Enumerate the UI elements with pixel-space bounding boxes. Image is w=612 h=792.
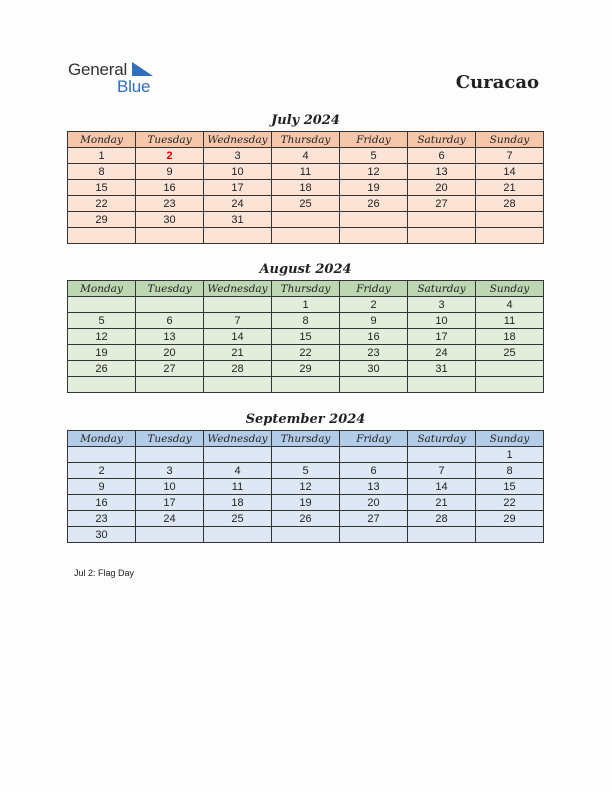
calendar-table: [67, 430, 544, 543]
weekday-header: Saturday: [408, 281, 476, 297]
day-cell: 29: [68, 212, 136, 228]
day-cell: [272, 212, 340, 228]
day-cell: 27: [408, 196, 476, 212]
day-cell: 21: [476, 180, 544, 196]
week-row: [68, 479, 544, 495]
day-cell: 16: [340, 329, 408, 345]
day-cell: 30: [136, 212, 204, 228]
day-cell: [136, 527, 204, 543]
day-cell: [340, 527, 408, 543]
week-row: [68, 313, 544, 329]
day-cell: [340, 377, 408, 393]
logo-triangle-icon: [132, 62, 154, 78]
day-cell: 10: [136, 479, 204, 495]
day-cell: 3: [408, 297, 476, 313]
day-cell: 2: [340, 297, 408, 313]
day-cell: [136, 228, 204, 244]
day-cell: 9: [68, 479, 136, 495]
day-cell: [204, 527, 272, 543]
day-cell: 22: [476, 495, 544, 511]
logo-text-blue: Blue: [117, 77, 151, 96]
weekday-header: Tuesday: [136, 281, 204, 297]
day-cell: 27: [136, 361, 204, 377]
weekday-header: Friday: [340, 431, 408, 447]
day-cell: 30: [68, 527, 136, 543]
week-row: [68, 447, 544, 463]
day-cell: 14: [408, 479, 476, 495]
week-row: [68, 180, 544, 196]
day-cell: 8: [476, 463, 544, 479]
weekday-header: Monday: [68, 281, 136, 297]
weekday-header: Sunday: [476, 132, 544, 148]
day-cell: 19: [340, 180, 408, 196]
day-cell: [68, 228, 136, 244]
day-cell: 3: [136, 463, 204, 479]
day-cell: 31: [204, 212, 272, 228]
day-cell: 21: [408, 495, 476, 511]
day-cell: 22: [68, 196, 136, 212]
day-cell: [408, 228, 476, 244]
day-cell: [476, 228, 544, 244]
calendar-table: [67, 131, 544, 244]
day-cell: 28: [408, 511, 476, 527]
day-cell: [272, 447, 340, 463]
day-cell: [476, 361, 544, 377]
day-cell: 4: [272, 148, 340, 164]
day-cell: [136, 297, 204, 313]
day-cell: 13: [136, 329, 204, 345]
month-title: August 2024: [259, 262, 352, 277]
weekday-header: Tuesday: [136, 132, 204, 148]
day-cell: 26: [340, 196, 408, 212]
weekday-header: Saturday: [408, 132, 476, 148]
weekday-header-row: [68, 431, 544, 447]
weekday-header: Saturday: [408, 431, 476, 447]
day-cell: 29: [476, 511, 544, 527]
day-cell: 19: [272, 495, 340, 511]
day-cell: 18: [204, 495, 272, 511]
day-cell: 18: [272, 180, 340, 196]
day-cell: 2: [68, 463, 136, 479]
day-cell: 17: [136, 495, 204, 511]
day-cell: 3: [204, 148, 272, 164]
day-cell: 1: [476, 447, 544, 463]
day-cell: [204, 377, 272, 393]
month-title: September 2024: [245, 412, 366, 427]
day-cell: 30: [340, 361, 408, 377]
day-cell: [204, 447, 272, 463]
week-row: [68, 329, 544, 345]
day-cell: 17: [204, 180, 272, 196]
day-cell: 5: [68, 313, 136, 329]
day-cell: 5: [340, 148, 408, 164]
day-cell: 12: [340, 164, 408, 180]
week-row: [68, 297, 544, 313]
day-cell: 7: [476, 148, 544, 164]
holiday-notes: Jul 2: Flag Day: [74, 568, 135, 578]
day-cell: 18: [476, 329, 544, 345]
day-cell: 26: [272, 511, 340, 527]
day-cell: 2: [136, 148, 204, 164]
day-cell: 17: [408, 329, 476, 345]
day-cell: 11: [272, 164, 340, 180]
day-cell: 4: [476, 297, 544, 313]
week-row: [68, 228, 544, 244]
weekday-header: Friday: [340, 132, 408, 148]
weekday-header: Thursday: [272, 281, 340, 297]
day-cell: 13: [408, 164, 476, 180]
calendar-table: [67, 280, 544, 393]
day-cell: [272, 377, 340, 393]
day-cell: [340, 447, 408, 463]
week-row: [68, 148, 544, 164]
day-cell: 19: [68, 345, 136, 361]
day-cell: 1: [272, 297, 340, 313]
weekday-header: Sunday: [476, 431, 544, 447]
week-row: [68, 212, 544, 228]
week-row: [68, 361, 544, 377]
weekday-header: Thursday: [272, 431, 340, 447]
day-cell: [340, 228, 408, 244]
day-cell: 16: [68, 495, 136, 511]
day-cell: 9: [136, 164, 204, 180]
week-row: [68, 345, 544, 361]
day-cell: 14: [476, 164, 544, 180]
day-cell: 5: [272, 463, 340, 479]
day-cell: 11: [204, 479, 272, 495]
country-title: Curacao: [455, 72, 539, 93]
day-cell: 24: [408, 345, 476, 361]
day-cell: 10: [408, 313, 476, 329]
day-cell: 12: [68, 329, 136, 345]
weekday-header-row: [68, 281, 544, 297]
day-cell: 20: [408, 180, 476, 196]
day-cell: [136, 377, 204, 393]
day-cell: 20: [340, 495, 408, 511]
day-cell: 7: [408, 463, 476, 479]
day-cell: 13: [340, 479, 408, 495]
day-cell: 6: [340, 463, 408, 479]
day-cell: 22: [272, 345, 340, 361]
day-cell: [476, 212, 544, 228]
day-cell: 15: [68, 180, 136, 196]
day-cell: 28: [476, 196, 544, 212]
day-cell: 25: [476, 345, 544, 361]
month-september: [67, 411, 544, 543]
day-cell: [340, 212, 408, 228]
day-cell: [408, 447, 476, 463]
week-row: [68, 511, 544, 527]
logo-text-general: General: [68, 60, 128, 79]
day-cell: 16: [136, 180, 204, 196]
day-cell: [68, 377, 136, 393]
day-cell: 14: [204, 329, 272, 345]
day-cell: 4: [204, 463, 272, 479]
day-cell: [136, 447, 204, 463]
day-cell: 25: [204, 511, 272, 527]
day-cell: [204, 297, 272, 313]
weekday-header: Monday: [68, 132, 136, 148]
day-cell: 26: [68, 361, 136, 377]
month-july: [67, 112, 544, 244]
weekday-header: Monday: [68, 431, 136, 447]
weekday-header-row: [68, 132, 544, 148]
day-cell: 15: [272, 329, 340, 345]
day-cell: [408, 212, 476, 228]
day-cell: [408, 377, 476, 393]
week-row: [68, 527, 544, 543]
day-cell: 27: [340, 511, 408, 527]
day-cell: [272, 228, 340, 244]
weekday-header: Friday: [340, 281, 408, 297]
day-cell: [476, 377, 544, 393]
week-row: [68, 377, 544, 393]
day-cell: [68, 297, 136, 313]
day-cell: 28: [204, 361, 272, 377]
day-cell: 23: [136, 196, 204, 212]
day-cell: 29: [272, 361, 340, 377]
weekday-header: Tuesday: [136, 431, 204, 447]
day-cell: [204, 228, 272, 244]
day-cell: 24: [204, 196, 272, 212]
day-cell: 24: [136, 511, 204, 527]
day-cell: 1: [68, 148, 136, 164]
day-cell: 31: [408, 361, 476, 377]
day-cell: 12: [272, 479, 340, 495]
day-cell: [272, 527, 340, 543]
month-august: [67, 261, 544, 393]
day-cell: 8: [68, 164, 136, 180]
day-cell: [476, 527, 544, 543]
week-row: [68, 463, 544, 479]
weekday-header: Thursday: [272, 132, 340, 148]
weekday-header: Sunday: [476, 281, 544, 297]
day-cell: 23: [340, 345, 408, 361]
day-cell: 25: [272, 196, 340, 212]
general-blue-logo: [68, 60, 158, 96]
day-cell: [408, 527, 476, 543]
month-title: July 2024: [271, 113, 340, 128]
day-cell: 9: [340, 313, 408, 329]
week-row: [68, 495, 544, 511]
weekday-header: Wednesday: [204, 431, 272, 447]
day-cell: 21: [204, 345, 272, 361]
day-cell: 7: [204, 313, 272, 329]
day-cell: 11: [476, 313, 544, 329]
day-cell: 20: [136, 345, 204, 361]
day-cell: 6: [408, 148, 476, 164]
week-row: [68, 164, 544, 180]
week-row: [68, 196, 544, 212]
day-cell: 6: [136, 313, 204, 329]
day-cell: 23: [68, 511, 136, 527]
weekday-header: Wednesday: [204, 281, 272, 297]
day-cell: 8: [272, 313, 340, 329]
day-cell: [68, 447, 136, 463]
day-cell: 15: [476, 479, 544, 495]
weekday-header: Wednesday: [204, 132, 272, 148]
day-cell: 10: [204, 164, 272, 180]
